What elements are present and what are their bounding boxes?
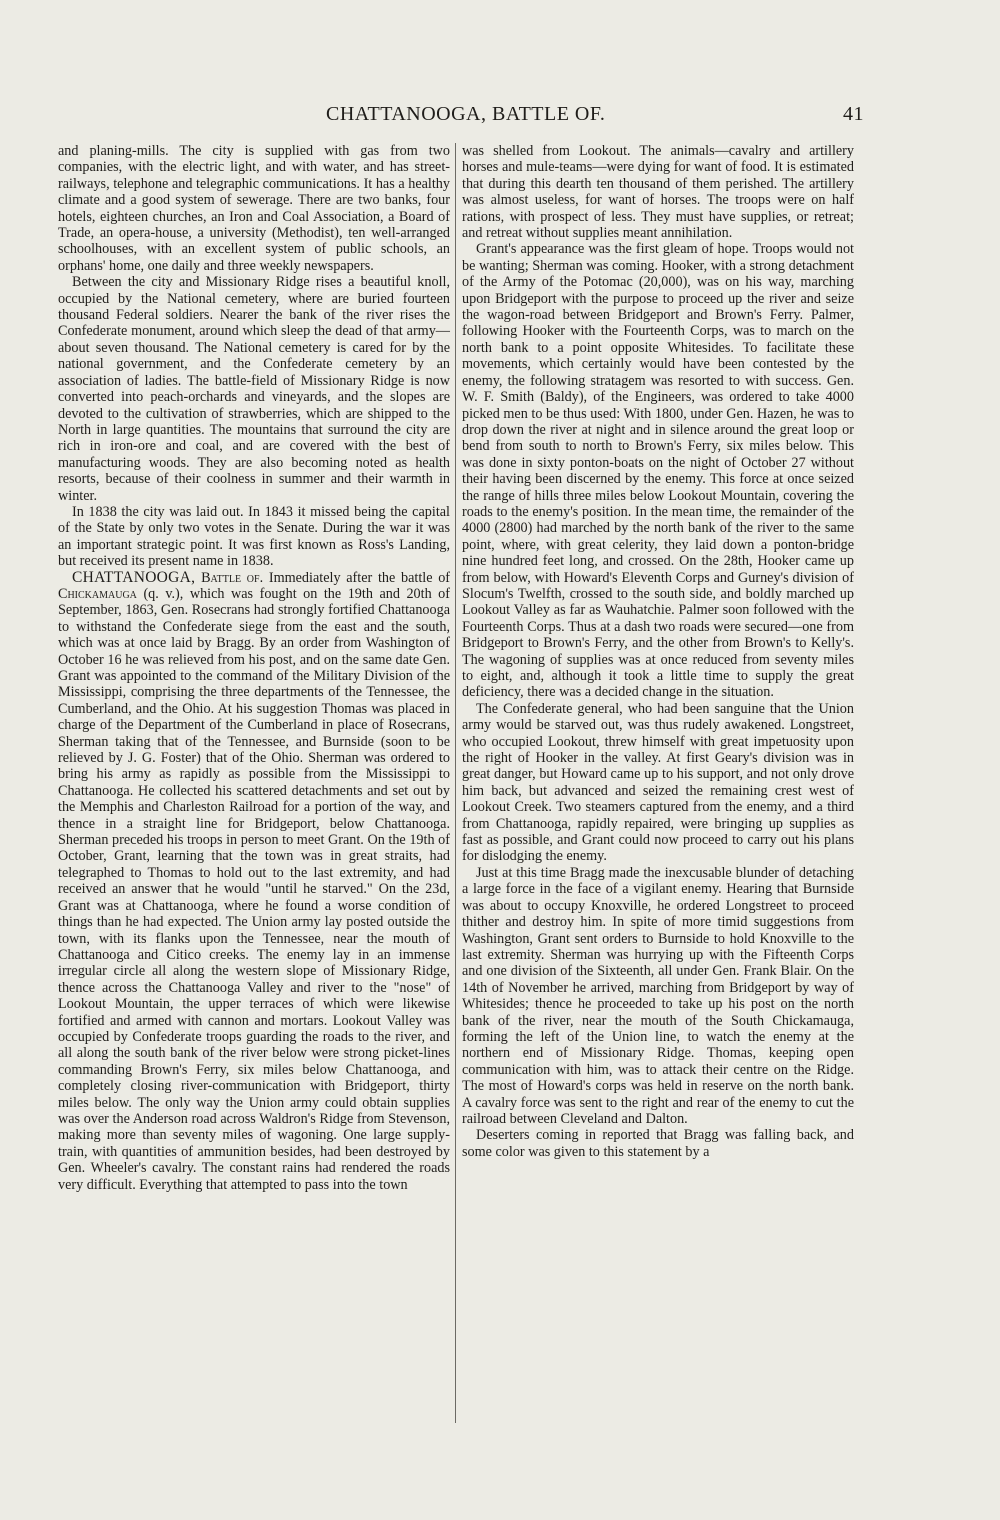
paragraph: The Confederate general, who had been sanguine that the Union army would be starved out, was thus rudely awakened. Longstreet, who occupied Lookout, threw himself with great impetuosity upon the right of Hooker in the valley. At first Geary's division was in great danger, but Howard came up to his support, and not only drove him back, but advanced and seized the remaining crest west of Lookout Creek. Two steamers captured from the enemy, and a third from Chattanooga, rapidly repaired, were bringing up supplies as fast as possible, and Grant could now proceed to carry out his plans for dislodging the enemy. [462, 700, 854, 865]
page-title: CHATTANOOGA, BATTLE OF. [326, 103, 606, 125]
paragraph: Between the city and Missionary Ridge rises a beautiful knoll, occupied by the National cemetery, where are buried fourteen thousand Federal soldiers. Nearer the bank of the river rises the Confederate monument, around which sleep the dead of that army—about seven thousand. The National cemetery is cared for by the national government, and the Confederate cemetery by an association of ladies. The battle-field of Missionary Ridge is now converted into peach-orchards and vineyards, and the slopes are devoted to the cultivation of strawberries, which are shipped to the North in large quantities. The mountains that surround the city are rich in iron-ore and coal, and are covered with the best of manufacturing woods. They are also becoming noted as health resorts, because of their coolness in summer and their warmth in winter. [58, 274, 450, 504]
paragraph: Grant's appearance was the first gleam of hope. Troops would not be wanting; Sherman was coming. Hooker, with a strong detachment of the Army of the Potomac (20,000), was on his way, marching upon Bridgeport with the purpose to proceed up the river and seize the wagon-road between Bridgeport and Brown's Ferry. Palmer, following Hooker with the Fourteenth Corps, was to march on the north bank to a point opposite Whitesides. To facilitate these movements, which certainly would have been contested by the enemy, the following stratagem was resorted to with success. Gen. W. F. Smith (Baldy), of the Engineers, was ordered to take 4000 picked men to be thus used: With 1800, under Gen. Hazen, he was to drop down the river at night and in silence around the great loop or bend from south to north to Brown's Ferry, six miles below. This was done in sixty ponton-boats on the night of October 27 without their having been discerned by the enemy. This force at once seized the range of hills three miles below Lookout Mountain, covering the roads to the enemy's position. In the mean time, the remainder of the 4000 (2800) had marched by the north bank of the river to the same point, where, with great celerity, they laid down a ponton-bridge nine hundred feet long, and crossed. On the 28th, Hooker came up from below, with Howard's Eleventh Corps and Gurney's division of Slocum's Twelfth, crossed to the south side, and boldly marched up Lookout Valley as far as Wauhatchie. Palmer soon followed with the Fourteenth Corps. Thus at a dash two roads were secured—one from Bridgeport to Brown's Ferry, and the other from Brown's to Kelly's. The wagoning of supplies was at once reduced from seventy miles to eight, and, although it took a little time to supply the great deficiency, there was a decided change in the situation. [462, 241, 854, 701]
paragraph: Just at this time Bragg made the inexcusable blunder of detaching a large force in the face of a vigilant enemy. Hearing that Burnside was about to occupy Knoxville, he ordered Longstreet to proceed thither and destroy him. In spite of more timid suggestions from Washington, Grant sent orders to Burnside to hold Knoxville to the last extremity. Sherman was hurrying up with the Fifteenth Corps and one division of the Sixteenth, all under Gen. Frank Blair. On the 14th of November he arrived, marching from Bridgeport by way of Whitesides; thence he proceeded to take up his post on the north bank of the river, near the mouth of the South Chickamauga, forming the left of the Union line, to watch the enemy at the northern end of Missionary Ridge. Thomas, keeping open communication with him, was to attack their centre on the Ridge. The most of Howard's corps was held in reserve on the north bank. A cavalry force was sent to the right and rear of the enemy to cut the railroad between Cleveland and Dalton. [462, 864, 854, 1127]
page-number: 41 [843, 103, 864, 125]
column-divider [455, 143, 456, 1423]
entry-heading: CHATTANOOGA, [72, 568, 196, 586]
entry-body: which was fought on the 19th and 20th of September, 1863, Gen. Rosecrans had strongly fortified Chattanooga to withstand the Confederate siege from the east and the south, which was at once laid by Bragg. By an order from Washington of October 16 he was relieved from his post, and on the same date Gen. Grant was appointed to the command of the Military Division of the Mississippi, comprising the three departments of the Tennessee, the Cumberland, and the Ohio. At his suggestion Thomas was placed in charge of the Department of the Cumberland in place of Rosecrans, Sherman taking that of the Tennessee, and Burnside (soon to be relieved by J. G. Foster) that of the Ohio. Sherman was ordered to bring his army as rapidly as possible from the Mississippi to Chattanooga. He collected his scattered detachments and set out by the Memphis and Charleston Railroad for a portion of the way, and thence in a straight line for Bridgeport, below Chattanooga. Sherman preceded his troops in person to meet Grant. On the 19th of October, Grant, learning that the town was in great straits, had telegraphed to Thomas to hold out to the last extremity, and had received an answer that he would "until he starved." On the 23d, Grant was at Chattanooga, where he found a worse condition of things than he had expected. The Union army lay posted outside the town, with its flanks upon the Tennessee, near the mouth of Chattanooga and Citico creeks. The enemy lay in an immense irregular circle all along the western slope of Missionary Ridge, thence across the Chattanooga Valley and river to the "nose" of Lookout Mountain, the upper terraces of which were likewise fortified and armed with cannon and mortars. Lookout Valley was occupied by Confederate troops guarding the roads to the river, and all along the south bank of the river below were strong picket-lines commanding Brown's Ferry, six miles below Chattanooga, and completely closing river-communication with Bridgeport, thirty miles below. The only way the Union army could obtain supplies was over the Anderson road across Waldron's Ridge from Stevenson, making more than seventy miles of wagoning. One large supply-train, with quantities of ammunition besides, had been destroyed by Gen. Wheeler's cavalry. The constant rains had rendered the roads very difficult. Everything that attempted to pass into the town [58, 585, 450, 1193]
paragraph: and planing-mills. The city is supplied with gas from two companies, with the electric light, and with water, and has street-railways, telephone and telegraphic communications. It has a healthy climate and a good system of sewerage. There are two banks, four hotels, eighteen churches, an Iron and Coal Association, a Board of Trade, an opera-house, a university (Methodist), ten well-arranged schoolhouses, with an excellent system of public schools, an orphans' home, one daily and three weekly newspapers. [58, 143, 450, 274]
entry-lead: Immediately after the battle of [268, 569, 451, 586]
paragraph: was shelled from Lookout. The animals—cavalry and artillery horses and mule-teams—were dying for want of food. It is estimated that during this dearth ten thousand of them perished. The artillery was almost useless, for want of horses. The troops were on half rations, with prospect of less. They must have supplies, or retreat; and retreat without supplies meant annihilation. [462, 143, 854, 242]
cross-reference: Chickamauga [58, 585, 137, 602]
right-column [462, 143, 854, 1160]
paragraph: In 1838 the city was laid out. In 1843 it missed being the capital of the State by only two votes in the Senate. During the war it was an important strategic point. It was first known as Ross's Landing, but received its present name in 1838. [58, 503, 450, 570]
paragraph: Deserters coming in reported that Bragg was falling back, and some color was given to this statement by a [462, 1127, 854, 1160]
entry-paragraph [58, 570, 450, 1193]
entry-subheading: Battle of. [201, 569, 264, 586]
left-column [58, 143, 450, 1193]
cross-reference-qv: (q. v.), [143, 585, 184, 602]
